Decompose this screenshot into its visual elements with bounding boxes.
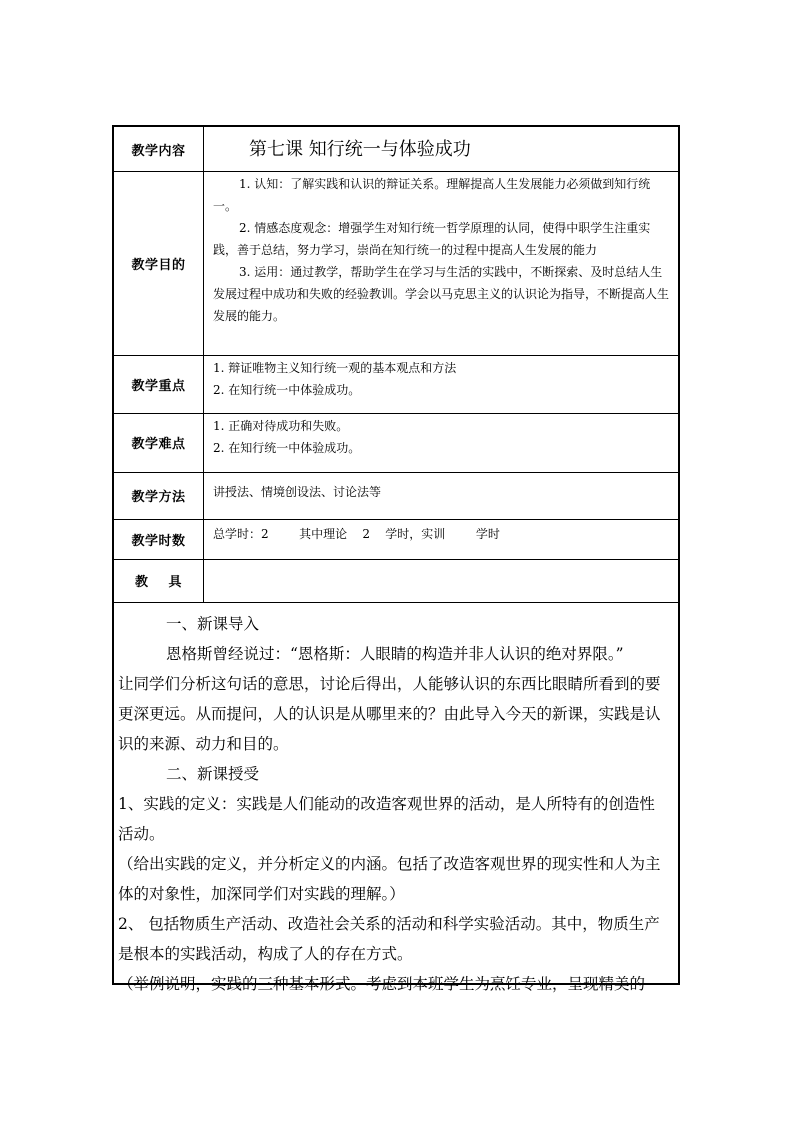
- goal-item: 2. 情感态度观念：增强学生对知行统一哲学原理的认同，使得中职学生注重实践，善于总结，努力学习，崇尚在知行统一的过程中提高人生发展的能力: [213, 221, 651, 257]
- goals-label: 教学目的: [131, 257, 186, 273]
- tools-label: 教 具: [134, 575, 183, 590]
- content-label: 教学内容: [131, 143, 186, 159]
- hours-label: 教学时数: [131, 533, 186, 549]
- methods-label: 教学方法: [131, 490, 186, 505]
- goal-item: 3. 运用：通过教学，帮助学生在学习与生活的实践中，不断探索、及时总结人生发展过程中成功和失败的经验教训。学会以马克思主义的认识论为指导，不断提高人生发展的能力。: [213, 265, 670, 323]
- row-divider: [114, 602, 678, 603]
- section-heading: 一、新课导入: [166, 615, 260, 633]
- key-point-item: 2. 在知行统一中体验成功。: [213, 383, 361, 397]
- hours-text: 总学时：2 其中理论 2 学时，实训 学时: [213, 527, 500, 541]
- lesson-title: 第七课 知行统一与体验成功: [249, 139, 471, 160]
- key-point-item: 1. 辩证唯物主义知行统一观的基本观点和方法: [213, 361, 457, 375]
- key-points-cell: [213, 357, 670, 401]
- lesson-body: [118, 609, 670, 999]
- paragraph: 让同学们分析这句话的意思，讨论后得出，人能够认识的东西比眼睛所看到的要更深更远。从而提问，人的认识是从哪里来的？由此导入今天的新课，实践是认识的来源、动力和目的。: [118, 675, 661, 753]
- paragraph: （给出实践的定义，并分析定义的内涵。包括了改造客观世界的现实性和人为主体的对象性，加深同学们对实践的理解。）: [118, 855, 661, 903]
- goals-cell: [213, 173, 670, 327]
- methods-text: 讲授法、情境创设法、讨论法等: [213, 485, 382, 499]
- paragraph: 2、 包括物质生产活动、改造社会关系的活动和科学实验活动。其中，物质生产是根本的实践活动，构成了人的存在方式。: [118, 915, 660, 963]
- difficulties-cell: [213, 415, 670, 459]
- column-divider: [203, 127, 204, 602]
- difficulties-label: 教学难点: [131, 437, 186, 452]
- lesson-plan-table: [112, 125, 680, 993]
- section-heading: 二、新课授受: [166, 765, 260, 783]
- goal-item: 1. 认知：了解实践和认识的辩证关系。理解提高人生发展能力必须做到知行统一。: [213, 177, 651, 213]
- difficulty-item: 1. 正确对待成功和失败。: [213, 419, 349, 433]
- paragraph: （举例说明，实践的三种基本形式。考虑到本班学生为烹饪专业，呈现精美的: [118, 975, 646, 993]
- difficulty-item: 2. 在知行统一中体验成功。: [213, 441, 361, 455]
- key-points-label: 教学重点: [131, 378, 186, 394]
- paragraph: 恩格斯曾经说过：“恩格斯：人眼睛的构造并非人认识的绝对界限。”: [166, 645, 624, 663]
- paragraph: 1、实践的定义：实践是人们能动的改造客观世界的活动，是人所特有的创造性活动。: [118, 795, 655, 843]
